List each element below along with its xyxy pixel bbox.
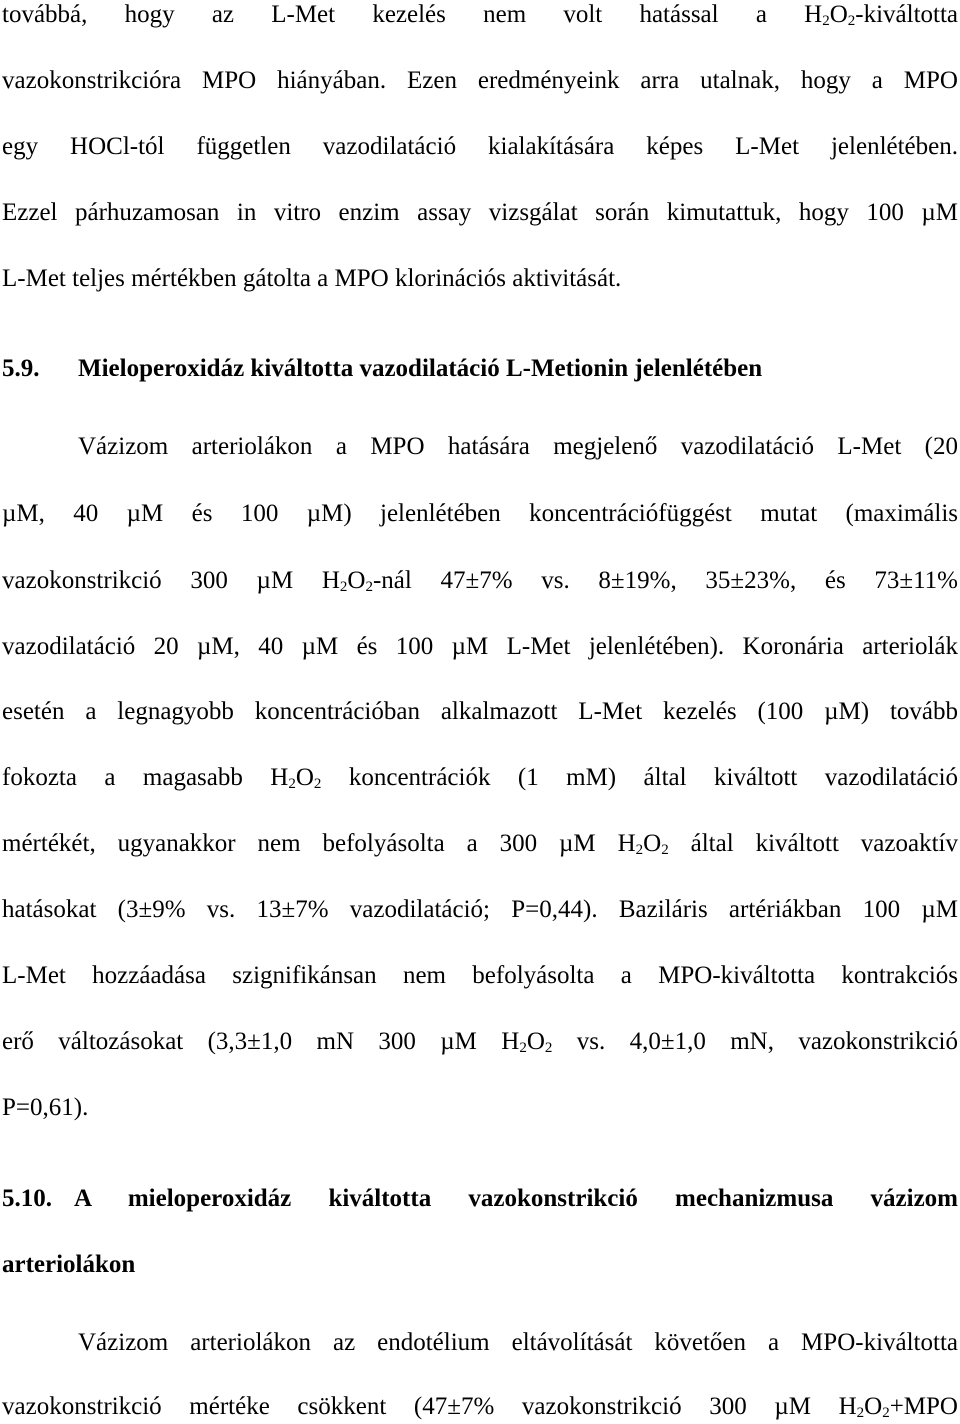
text-line: µM, 40 µM és 100 µM) jelenlétében koncentrációfüggést mutat (maximális bbox=[2, 500, 958, 527]
section-heading-5-9 bbox=[2, 354, 958, 384]
text-line: mértékét, ugyanakkor nem befolyásolta a 300 µM $H_2O_2$ által kiváltott vazoaktív bbox=[2, 830, 958, 858]
text-line: erő változásokat (3,3±1,0 mN 300 µM $H_2O_2$ vs. 4,0±1,0 mN, vazokonstrikció bbox=[2, 1028, 959, 1056]
text-line: vazokonstrikció 300 µM $H_2O_2$-nál 47±7% vs. 8±19%, 35±23%, és 73±11% bbox=[2, 567, 958, 595]
text-line: L-Met hozzáadása szignifikánsan nem befolyásolta a MPO-kiváltotta kontrakciós bbox=[2, 962, 958, 989]
text-line: hatásokat (3±9% vs. 13±7% vazodilatáció; P=0,44). Baziláris artériákban 100 µM bbox=[2, 896, 958, 923]
text-line: Ezzel párhuzamosan in vitro enzim assay vizsgálat során kimutattuk, hogy 100 µM bbox=[2, 199, 958, 226]
text-line: Vázizom arteriolákon a MPO hatására megjelenő vazodilatáció L-Met (20 bbox=[78, 433, 958, 460]
text-line: esetén a legnagyobb koncentrációban alkalmazott L-Met kezelés (100 µM) tovább bbox=[2, 698, 958, 725]
section-number: 5.9. bbox=[2, 355, 40, 382]
section-number: 5.10. bbox=[2, 1185, 52, 1212]
text-line: L-Met teljes mértékben gátolta a MPO klorinációs aktivitását. bbox=[2, 265, 622, 292]
section-title: Mieloperoxidáz kiváltotta vazodilatáció L-Metionin jelenlétében bbox=[78, 355, 763, 382]
text-line: továbbá, hogy az L-Met kezelés nem volt hatással a $H_2O_2$-kiváltotta bbox=[2, 1, 958, 29]
text-line: Vázizom arteriolákon az endotélium eltávolítását követően a MPO-kiváltotta bbox=[78, 1329, 958, 1356]
section-heading-5-10 bbox=[2, 1184, 958, 1214]
text-line: fokozta a magasabb $H_2O_2$ koncentrációk (1 mM) által kiváltott vazodilatáció bbox=[2, 764, 959, 792]
text-line: P=0,61). bbox=[2, 1094, 89, 1121]
section-title-continued: arteriolákon bbox=[2, 1251, 136, 1278]
text-line: egy HOCl-tól független vazodilatáció kialakítására képes L-Met jelenlétében. bbox=[2, 133, 958, 160]
text-line: vazokonstrikcióra MPO hiányában. Ezen eredményeink arra utalnak, hogy a MPO bbox=[2, 67, 958, 94]
text-line: vazodilatáció 20 µM, 40 µM és 100 µM L-Met jelenlétében). Koronária arteriolák bbox=[2, 633, 958, 660]
section-title: A mieloperoxidáz kiváltotta vazokonstrikció mechanizmusa vázizom bbox=[74, 1185, 958, 1212]
text-line: vazokonstrikció mértéke csökkent (47±7% vazokonstrikció 300 µM $H_2O_2+MPO$ bbox=[2, 1393, 958, 1421]
